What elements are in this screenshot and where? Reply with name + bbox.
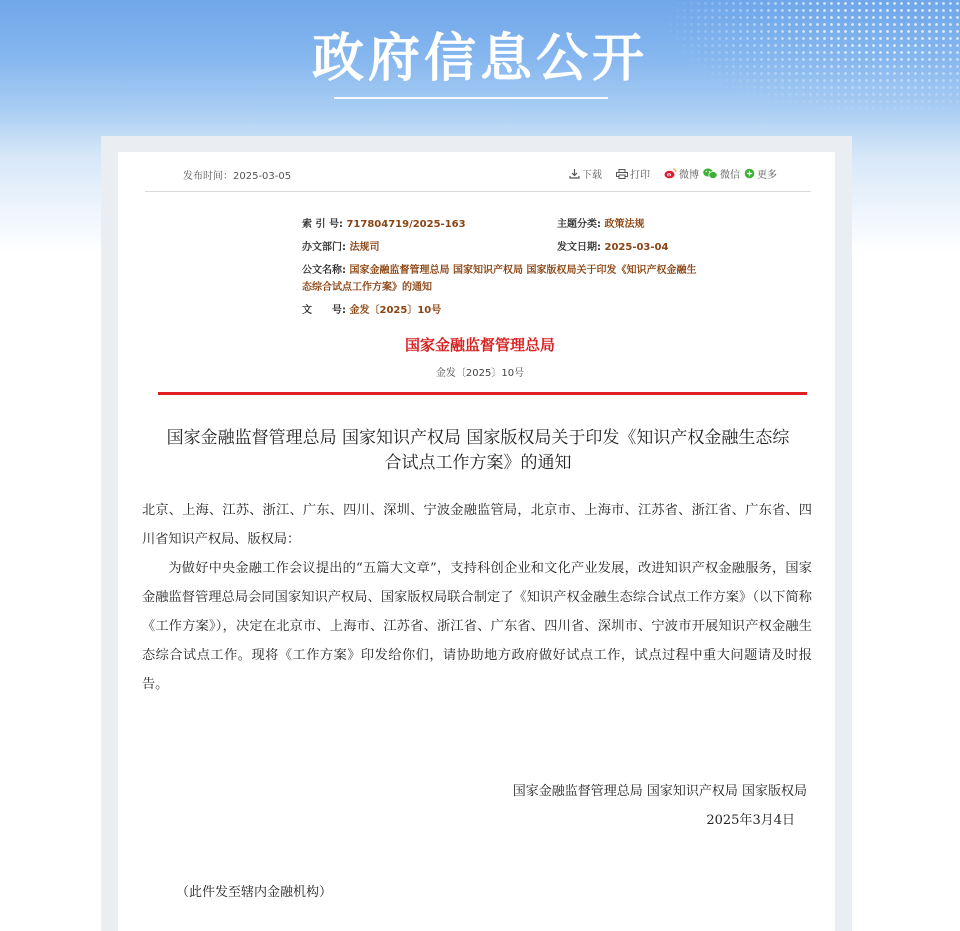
download-icon (569, 169, 580, 179)
topic-label: 主题分类: (557, 219, 601, 230)
doc-number-row (302, 301, 441, 316)
download-label: 下载 (582, 170, 602, 181)
index-number-label: 索 引 号: (302, 219, 343, 230)
download-button[interactable] (569, 166, 602, 181)
share-actions (555, 166, 777, 181)
topic-row (557, 215, 644, 230)
wechat-label: 微信 (720, 170, 740, 181)
print-button[interactable] (616, 166, 650, 181)
publish-date: 发布时间：2025-03-05 (183, 171, 292, 182)
document-title (145, 426, 811, 476)
print-label: 打印 (630, 170, 650, 181)
signatories: 国家金融监督管理总局 国家知识产权局 国家版权局 (512, 784, 807, 799)
index-number-value: 717804719/2025-163 (346, 219, 466, 230)
weibo-label: 微博 (679, 170, 699, 181)
printer-icon (616, 169, 628, 179)
banner-underline (334, 97, 608, 99)
doc-name-value-line1: 国家金融监督管理总局 国家知识产权局 国家版权局关于印发《知识产权金融生 (349, 265, 697, 276)
doc-number-value: 金发〔2025〕10号 (349, 305, 442, 316)
index-number-row (302, 215, 466, 230)
issuer-heading: 国家金融监督管理总局 (404, 336, 555, 354)
dept-row (302, 238, 379, 253)
dept-value: 法规司 (349, 242, 380, 253)
dept-label: 办文部门: (302, 242, 346, 253)
issue-date-label: 发文日期: (557, 242, 601, 253)
red-divider (158, 392, 807, 395)
document-title-line1: 国家金融监督管理总局 国家知识产权局 国家版权局关于印发《知识产权金融生态综 (166, 428, 790, 448)
document-body (142, 496, 812, 699)
weibo-share-button[interactable] (664, 166, 699, 181)
distribution-note: （此件发至辖内金融机构） (176, 885, 333, 900)
doc-name-row (302, 261, 696, 276)
signature-date: 2025年3月4日 (706, 813, 795, 828)
document-title-line2: 合试点工作方案》的通知 (384, 453, 572, 473)
issue-date-row (557, 238, 668, 253)
doc-name-label: 公文名称: (302, 265, 346, 276)
issue-date-value: 2025-03-04 (604, 242, 669, 253)
addressee: 北京、上海、江苏、浙江、广东、四川、深圳、宁波金融监管局，北京市、上海市、江苏省、浙江省、广东省、四川省知识产权局、版权局： (142, 503, 812, 547)
banner-title: 政府信息公开 (311, 29, 648, 89)
body-paragraph: 为做好中央金融工作会议提出的“五篇大文章”，支持科创企业和文化产业发展，改进知识产权金融服务，国家金融监督管理总局会同国家知识产权局、国家版权局联合制定了《知识产权金融生态综合试点工作方案》（以下简称《工作方案》），决定在北京市、上海市、江苏省、浙江省、广东省、四川省、深圳市、宁波市开展知识产权金融生态综合试点工作。现将《工作方案》印发给你们，请协助地方政府做好试点工作，试点过程中重大问题请及时报告。 (142, 561, 812, 692)
weibo-icon (664, 168, 677, 179)
plus-circle-icon (744, 168, 755, 179)
wechat-icon (703, 168, 718, 179)
doc-name-continued (302, 278, 432, 293)
topic-value: 政策法规 (604, 219, 645, 230)
more-label: 更多 (757, 170, 777, 181)
more-share-button[interactable] (744, 166, 777, 181)
wechat-share-button[interactable] (703, 166, 740, 181)
meta-toolbar (145, 166, 811, 192)
doc-number-label: 文 号: (302, 305, 346, 316)
issuer-doc-number: 金发〔2025〕10号 (435, 368, 525, 379)
doc-name-value-line2: 态综合试点工作方案》的通知 (302, 282, 432, 293)
